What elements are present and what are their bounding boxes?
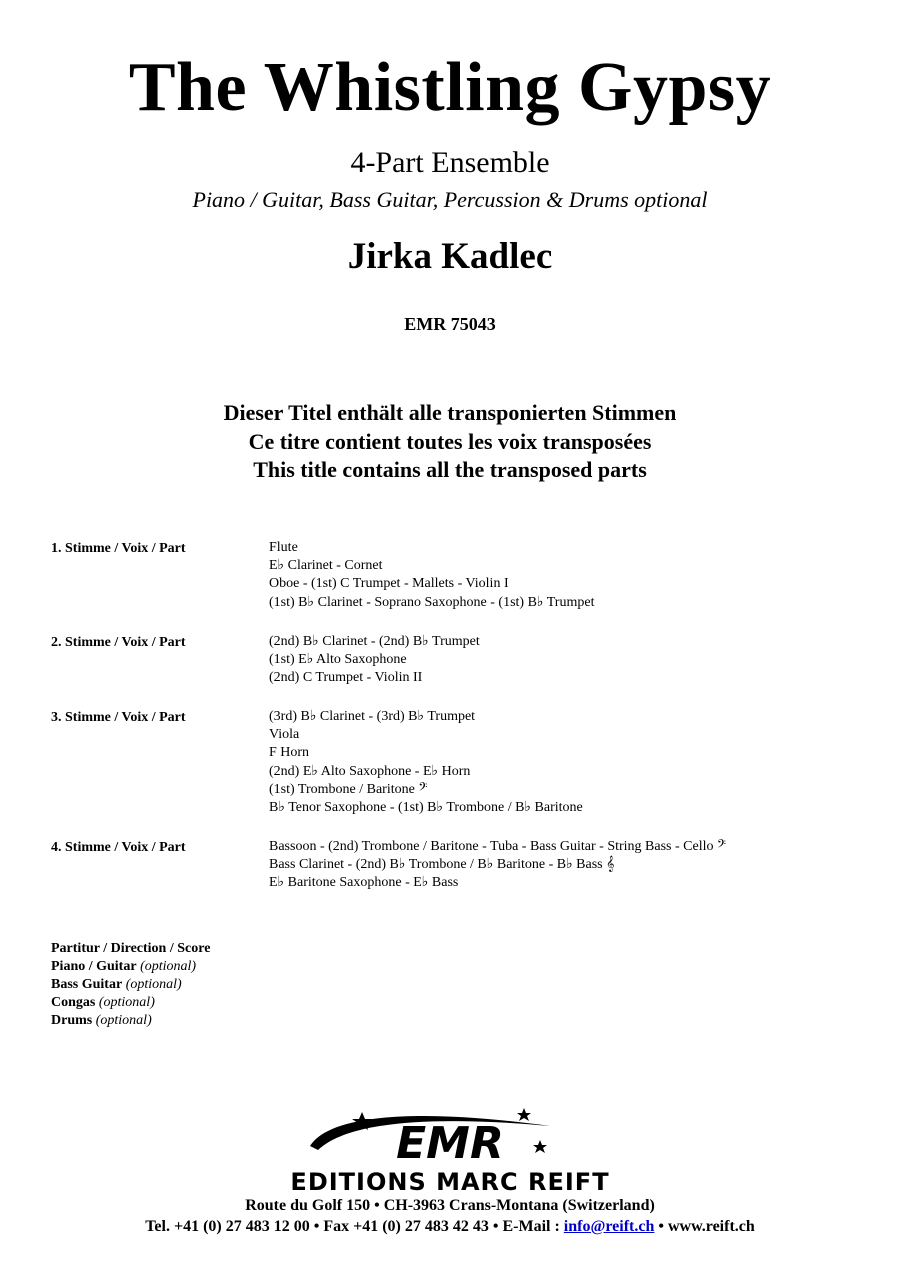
publisher-contact [0,1218,900,1236]
part-line: E♭ Baritone Saxophone - E♭ Bass [269,875,459,891]
part-line: (2nd) B♭ Clarinet - (2nd) B♭ Trumpet [269,634,480,649]
part-line: E♭ Clarinet - Cornet [269,558,383,574]
extra-name: Bass Guitar [51,977,123,992]
catalog-number: EMR 75043 [404,314,496,334]
part-line: (1st) Trombone / Baritone 𝄢 [269,781,428,797]
score-extras [51,940,210,1030]
contact-website: • www.reift.ch [654,1218,755,1235]
contact-phone-fax: Tel. +41 (0) 27 483 12 00 • Fax +41 (0) 27 483 42 43 • E-Mail : [145,1218,564,1235]
extra-note: (optional) [125,977,182,992]
extra-item [51,940,210,958]
logo-text: EMR [396,1118,504,1169]
part-line: F Horn [269,745,310,761]
notice-german: Dieser Titel enthält alle transponierten Stimmen [223,400,677,425]
part-3-label: 3. Stimme / Voix / Part [51,710,186,725]
emr-logo [300,1106,600,1170]
extra-item [51,1012,210,1030]
instrumentation: Piano / Guitar, Bass Guitar, Percussion & Drums optional [192,187,708,212]
extra-name: Congas [51,995,96,1010]
part-line: Oboe - (1st) C Trumpet - Mallets - Violin I [269,576,509,592]
part-3-instruments [269,708,583,817]
part-1-label: 1. Stimme / Voix / Part [51,541,186,556]
extra-item [51,976,210,994]
email-link[interactable]: info@reift.ch [563,1218,655,1235]
part-line: Viola [269,727,300,743]
notice-english: This title contains all the transposed parts [253,457,647,482]
extra-name: Drums [51,1013,93,1028]
subtitle: 4-Part Ensemble [350,146,550,179]
publisher-name: EDITIONS MARC REIFT [290,1168,610,1196]
notice-french: Ce titre contient toutes les voix transposées [248,429,652,454]
extra-note: (optional) [140,959,197,974]
part-1-instruments [269,539,594,612]
extra-item [51,994,210,1012]
part-line: (1st) B♭ Clarinet - Soprano Saxophone - (1st) B♭ Trumpet [269,594,595,610]
extra-note: (optional) [98,995,155,1010]
extra-item [51,958,210,976]
part-line: (2nd) C Trumpet - Violin II [269,670,423,686]
part-line: Bass Clarinet - (2nd) B♭ Trombone / B♭ Baritone - B♭ Bass 𝄞 [269,857,615,873]
extra-name: Piano / Guitar [51,959,137,974]
part-line: B♭ Tenor Saxophone - (1st) B♭ Trombone / B♭ Baritone [269,799,583,815]
publisher-address: Route du Golf 150 • CH-3963 Crans-Montana (Switzerland) [245,1197,655,1214]
part-2-label: 2. Stimme / Voix / Part [51,635,186,650]
part-line: Bassoon - (2nd) Trombone / Baritone - Tuba - Bass Guitar - String Bass - Cello 𝄢 [269,839,726,854]
part-4-label: 4. Stimme / Voix / Part [51,840,186,855]
part-4-instruments [269,838,726,893]
extra-note: (optional) [95,1013,152,1028]
part-line: (3rd) B♭ Clarinet - (3rd) B♭ Trumpet [269,709,476,724]
title: The Whistling Gypsy [128,49,772,126]
part-line: Flute [269,540,298,555]
part-2-instruments [269,633,480,688]
extra-name: Partitur / Direction / Score [51,941,211,956]
part-line: (1st) E♭ Alto Saxophone [269,652,407,668]
composer: Jirka Kadlec [347,236,553,277]
part-line: (2nd) E♭ Alto Saxophone - E♭ Horn [269,763,471,779]
